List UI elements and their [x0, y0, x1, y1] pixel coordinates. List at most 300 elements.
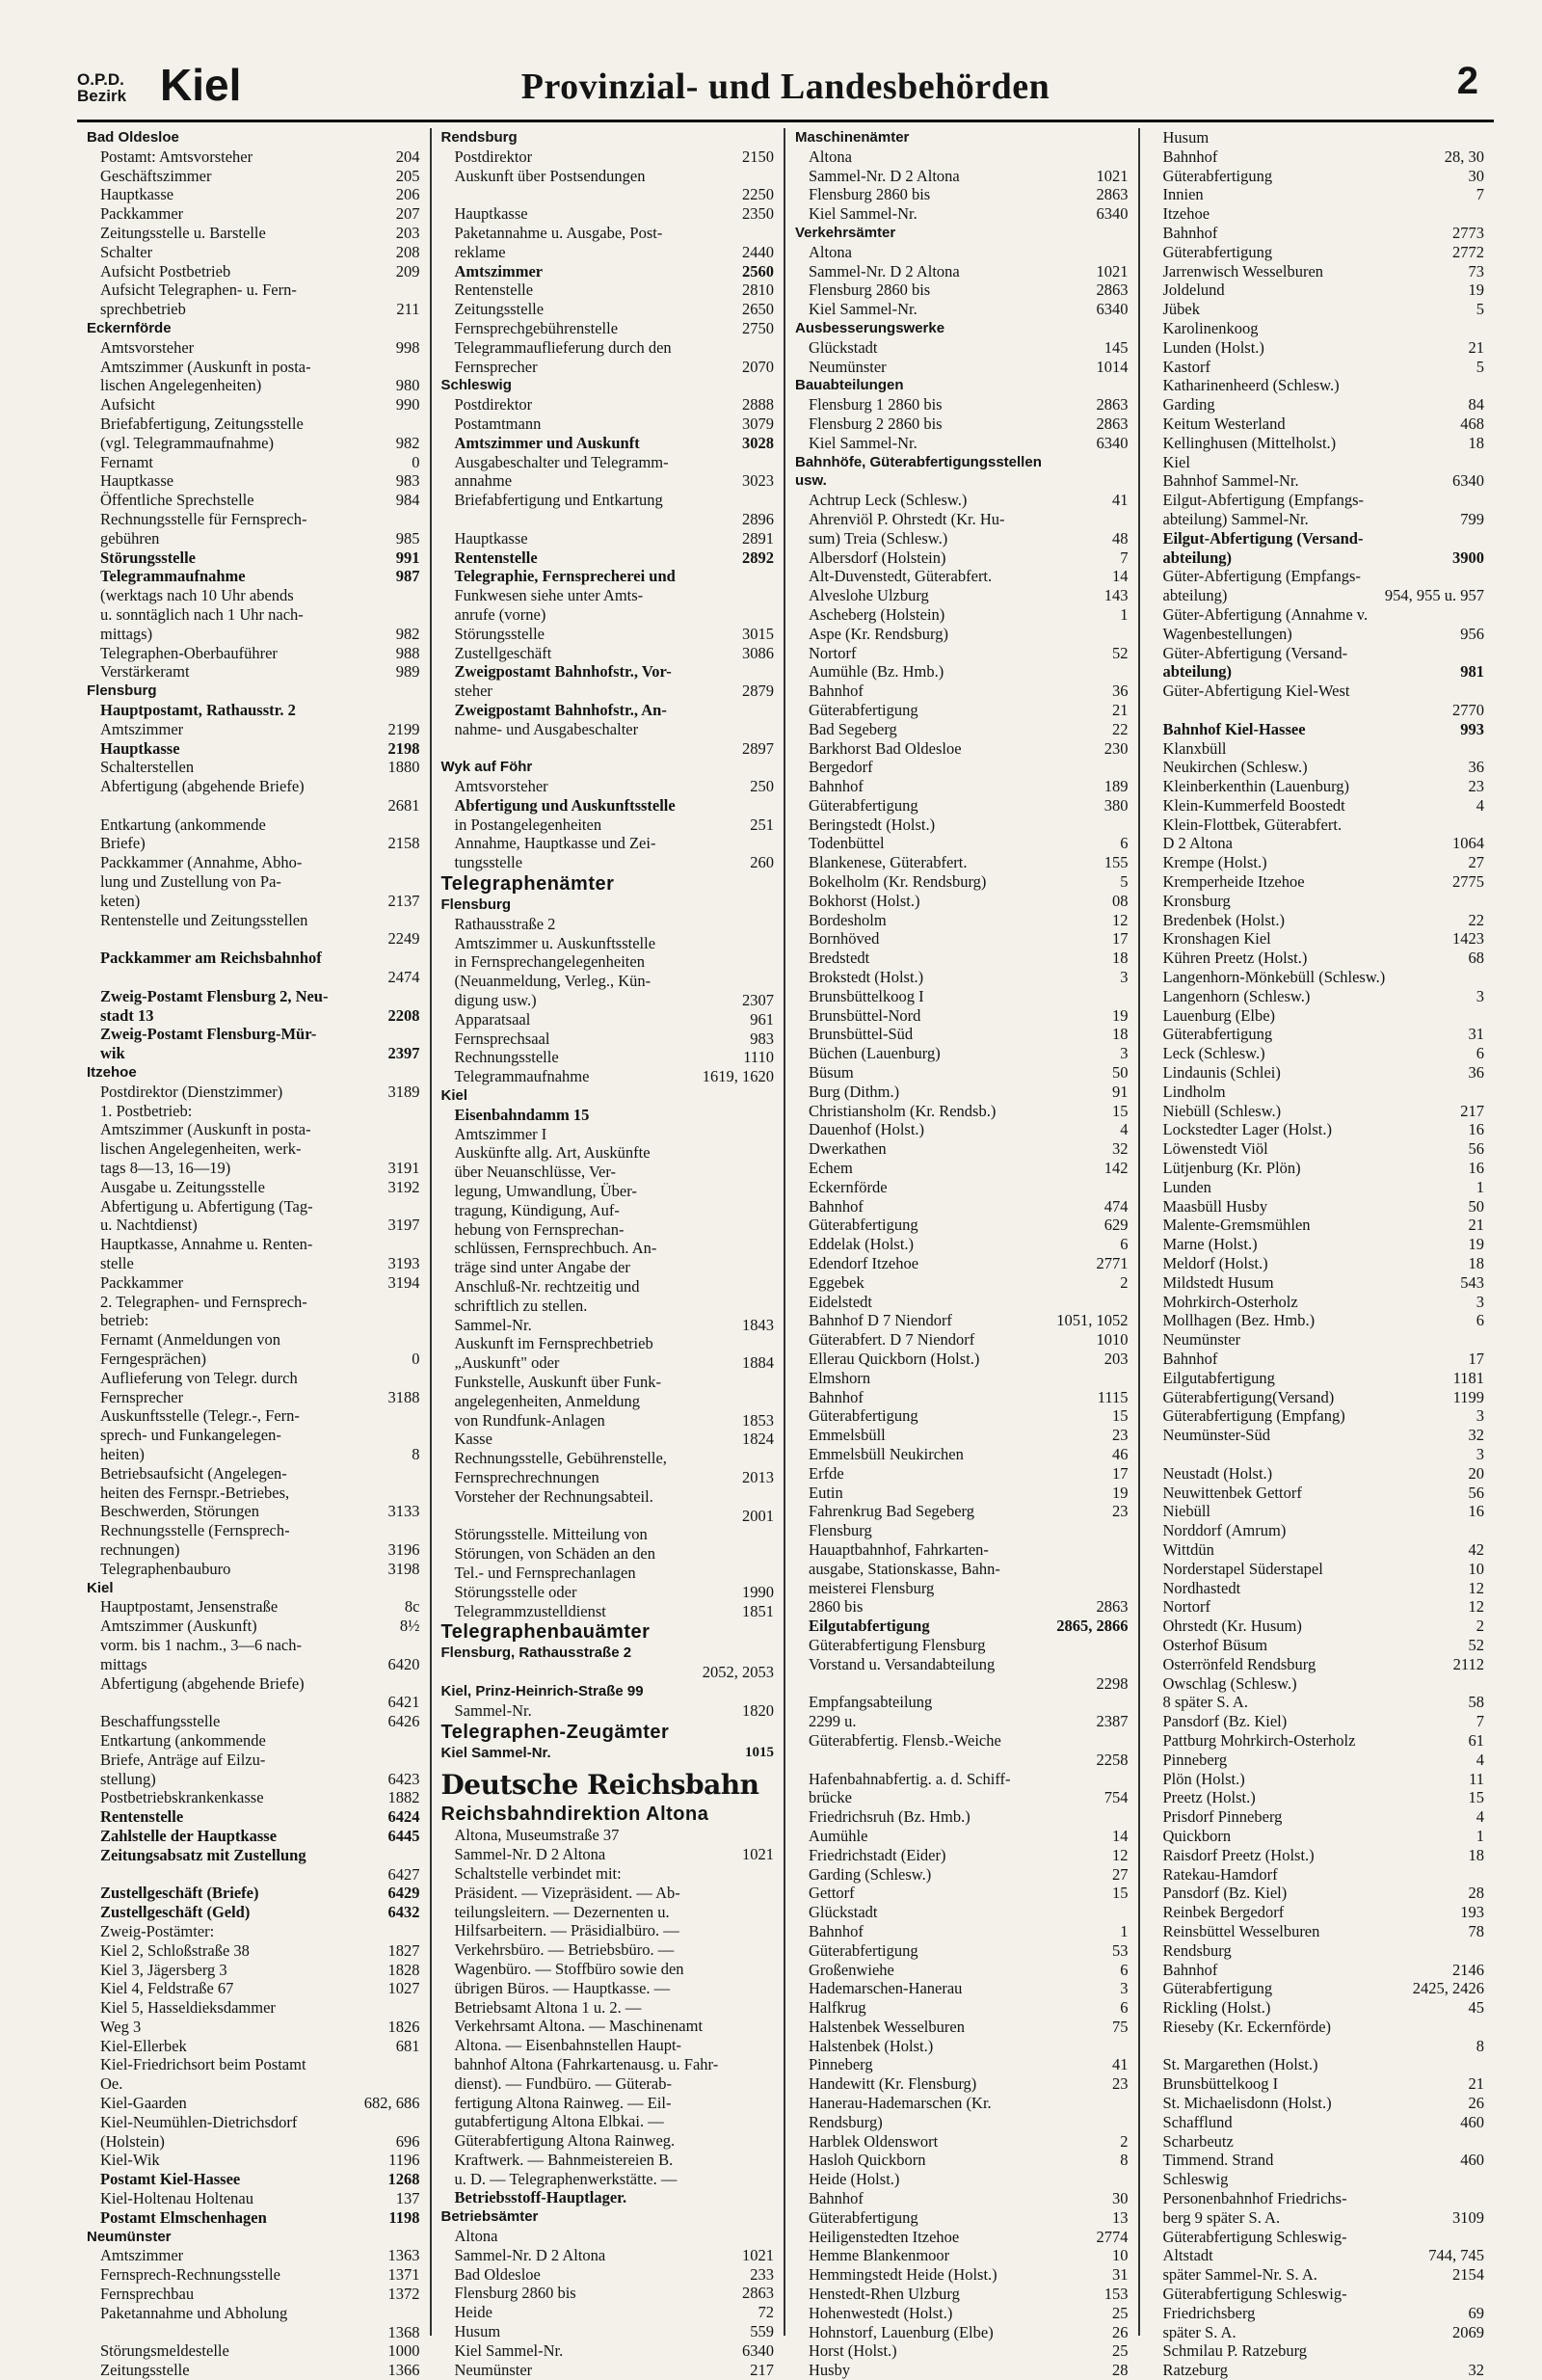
directory-entry: [441, 853, 775, 872]
directory-entry: [1150, 1693, 1485, 1712]
directory-entry: [87, 262, 420, 281]
entry-number: 14: [1112, 1826, 1129, 1845]
entry-number: 23: [1468, 777, 1484, 796]
entry-number: 72: [758, 2303, 774, 2322]
directory-entry: [1150, 1846, 1485, 1865]
directory-entry: [441, 1067, 775, 1086]
directory-entry: [87, 1579, 420, 1598]
directory-entry: [441, 1682, 775, 1701]
entry-number: 6427: [387, 1864, 420, 1884]
directory-entry: [1150, 1388, 1485, 1407]
entry-number: 6: [1476, 1311, 1484, 1330]
directory-entry: [1150, 1044, 1485, 1063]
entry-text: heiten des Fernspr.-Betriebes,: [100, 1483, 290, 1502]
entry-number: 8: [1476, 2036, 1484, 2055]
directory-entry: [1150, 2132, 1485, 2152]
directory-entry: [441, 1125, 775, 1144]
entry-number: 1423: [1452, 929, 1484, 949]
directory-entry: [795, 1293, 1129, 1312]
entry-number: 3189: [387, 1082, 420, 1101]
entry-text: Eisenbahndamm 15: [454, 1105, 590, 1124]
directory-entry: [1150, 1961, 1485, 1980]
entry-number: 2775: [1452, 872, 1484, 892]
entry-number: 1: [1120, 604, 1129, 624]
directory-entry: [1150, 929, 1485, 949]
entry-number: 2771: [1096, 1254, 1129, 1273]
entry-number: 2052, 2053: [702, 1663, 774, 1682]
entry-number: 26: [1468, 2094, 1484, 2113]
entry-text: Kiel Sammel-Nr.: [809, 204, 917, 224]
directory-entry: [441, 2036, 775, 2055]
entry-number: 1: [1120, 1921, 1129, 1940]
directory-entry: [87, 2246, 420, 2265]
entry-text: Dauenhof (Holst.): [809, 1120, 925, 1139]
entry-text: Öffentliche Sprechstelle: [100, 491, 254, 510]
entry-text: Eilgutabfertigung: [809, 1617, 930, 1636]
directory-entry: [441, 358, 775, 377]
entry-text: Ratzeburg: [1162, 2361, 1229, 2380]
directory-entry: [441, 586, 775, 605]
entry-number: 19: [1112, 1483, 1129, 1502]
entry-number: 3: [1476, 986, 1484, 1005]
directory-entry: [795, 1998, 1129, 2018]
entry-text: Nordhastedt: [1162, 1578, 1241, 1597]
entry-text: Wittdün: [1162, 1539, 1214, 1559]
entry-number: 1619, 1620: [702, 1067, 774, 1086]
entry-text: Bahnhof: [1162, 147, 1218, 166]
directory-entry: [1150, 434, 1485, 453]
directory-entry: [441, 896, 775, 915]
entry-text: Störungen, von Schäden an den: [454, 1544, 655, 1564]
directory-entry: [441, 605, 775, 625]
directory-entry: [441, 185, 775, 204]
entry-text: Scharbeutz: [1162, 2131, 1234, 2151]
entry-number: 6340: [1096, 300, 1129, 319]
directory-entry: [87, 453, 420, 472]
entry-text: Zustellgeschäft: [454, 643, 552, 662]
entry-number: 2350: [742, 204, 774, 224]
directory-entry: [441, 872, 775, 896]
entry-text: mittags): [100, 624, 153, 643]
entry-text: Kiel 2, Schloßstraße 38: [100, 1940, 250, 1960]
entry-text: Todenbüttel: [809, 834, 885, 853]
entry-number: 2879: [742, 682, 774, 701]
directory-entry: [87, 167, 420, 186]
entry-text: Bredenbek (Holst.): [1162, 910, 1285, 929]
directory-entry: [1150, 300, 1485, 319]
entry-text: Ausbesserungswerke: [795, 319, 945, 336]
entry-text: Amtsvorsteher: [100, 337, 195, 357]
entry-number: 50: [1468, 1196, 1484, 1216]
entry-text: Kremperheide Itzehoe: [1162, 872, 1305, 892]
entry-number: 2896: [742, 509, 774, 528]
directory-entry: [441, 2227, 775, 2246]
directory-entry: [795, 1102, 1129, 1121]
directory-entry: [1150, 2113, 1485, 2132]
entry-text: Garding (Schlesw.): [809, 1864, 932, 1884]
directory-entry: [795, 949, 1129, 968]
entry-number: 543: [1460, 1272, 1484, 1292]
directory-entry: [1150, 1464, 1485, 1484]
entry-text: Altona: [809, 242, 852, 261]
directory-entry: [441, 491, 775, 510]
entry-number: 75: [1112, 2017, 1129, 2036]
directory-entry: [441, 739, 775, 759]
entry-text: Güterabfertigung Schleswig-: [1162, 2285, 1347, 2304]
directory-entry: [87, 2018, 420, 2037]
column-1: [77, 128, 432, 2380]
column-3: [785, 128, 1140, 2380]
directory-entry: [87, 853, 420, 872]
entry-number: 30: [1112, 2189, 1129, 2208]
directory-entry: [795, 1807, 1129, 1827]
directory-entry: [87, 1025, 420, 1044]
entry-number: 1014: [1096, 357, 1129, 376]
directory-entry: [441, 1721, 775, 1744]
entry-text: Kraftwerk. — Bahnmeistereien B.: [454, 2150, 674, 2169]
entry-number: 217: [750, 2360, 774, 2379]
entry-text: Güterabfert. D 7 Niendorf: [809, 1330, 975, 1350]
directory-entry: [795, 1406, 1129, 1426]
directory-entry: [441, 2341, 775, 2361]
entry-text: Altona, Museumstraße 37: [454, 1826, 620, 1845]
directory-entry: [87, 2074, 420, 2094]
entry-text: Husum: [454, 2322, 501, 2341]
entry-number: 6445: [387, 1826, 420, 1845]
directory-entry: [1150, 1273, 1485, 1293]
entry-number: 2440: [742, 242, 774, 261]
entry-number: 28: [1112, 2361, 1129, 2380]
entry-number: 11: [1469, 1769, 1484, 1788]
district-city: Kiel: [160, 60, 242, 110]
entry-number: 2863: [1096, 395, 1129, 414]
directory-entry: [441, 1392, 775, 1411]
entry-text: Bad Oldesloe: [454, 2264, 541, 2284]
entry-text: Albersdorf (Holstein): [809, 548, 946, 567]
directory-entry: [441, 952, 775, 972]
directory-entry: [1150, 1293, 1485, 1312]
directory-entry: [441, 147, 775, 167]
directory-entry: [87, 872, 420, 892]
directory-entry: [1150, 2304, 1485, 2323]
entry-number: 1021: [742, 2245, 774, 2264]
entry-text: Blankenese, Güterabfert.: [809, 853, 968, 872]
entry-text: Keitum Westerland: [1162, 414, 1286, 433]
entry-number: 41: [1112, 491, 1129, 510]
entry-number: 23: [1112, 1502, 1129, 1521]
entry-text: stellung): [100, 1769, 156, 1788]
directory-entry: [795, 1827, 1129, 1846]
entry-text: St. Michaelisdonn (Holst.): [1162, 2094, 1332, 2113]
directory-entry: [1150, 1903, 1485, 1922]
entry-text: Kastorf: [1162, 357, 1210, 376]
opd-label: O.P.D.: [77, 70, 124, 89]
directory-entry: [795, 1006, 1129, 1026]
entry-text: Joldelund: [1162, 281, 1225, 300]
entry-text: (vgl. Telegrammaufnahme): [100, 433, 274, 452]
entry-text: Sammel-Nr. D 2 Altona: [809, 166, 960, 185]
directory-entry: [795, 300, 1129, 319]
entry-text: Packkammer: [100, 1272, 184, 1292]
directory-entry: [1150, 1770, 1485, 1789]
entry-text: abteilung): [1162, 586, 1228, 605]
directory-entry: [87, 1006, 420, 1026]
entry-text: Telegraphenbauämter: [440, 1621, 651, 1644]
entry-text: [809, 1674, 1091, 1694]
entry-number: 1853: [742, 1410, 774, 1430]
directory-entry: [1150, 204, 1485, 224]
entry-text: sum) Treia (Schlesw.): [809, 528, 948, 548]
entry-text: keten): [100, 891, 141, 910]
entry-text: abteilung) Sammel-Nr.: [1162, 509, 1309, 528]
entry-text: Bad Segeberg: [809, 719, 897, 738]
entry-text: Fernsprech-Rechnungsstelle: [100, 2265, 280, 2285]
entry-text: „Auskunft" oder: [454, 1353, 560, 1373]
entry-text: Altona: [809, 147, 852, 166]
entry-text: Bahnhof: [1162, 1960, 1218, 1979]
entry-text: Bahnhof: [1162, 1350, 1218, 1368]
entry-text: schlüssen, Fernsprechbuch. An-: [454, 1239, 657, 1258]
entry-text: Hafenbahnabfertig. a. d. Schiff-: [809, 1769, 1011, 1788]
entry-text: Flensburg 2860 bis: [809, 185, 931, 204]
directory-entry: [87, 1388, 420, 1407]
entry-text: Schalter: [100, 242, 153, 261]
entry-text: Zustellgeschäft (Briefe): [100, 1884, 259, 1903]
directory-entry: [441, 2246, 775, 2265]
entry-text: Innien: [1162, 185, 1204, 204]
entry-text: Flensburg: [809, 1521, 872, 1540]
entry-number: 1990: [742, 1582, 774, 1601]
entry-text: Amtszimmer: [100, 2246, 184, 2265]
directory-entry: [441, 2017, 775, 2036]
entry-text: Eilgut-Abfertigung (Versand-: [1162, 528, 1364, 548]
directory-entry: [441, 1768, 775, 1803]
entry-text: sprechbetrieb: [100, 300, 186, 319]
entry-text: Ausgabeschalter und Telegramm-: [454, 452, 669, 471]
entry-text: Telegrammaufnahme: [100, 567, 246, 586]
entry-text: betrieb:: [100, 1311, 149, 1330]
entry-number: 2199: [387, 719, 420, 738]
bezirk-label: Bezirk: [77, 87, 127, 105]
entry-number: 4: [1120, 1120, 1129, 1139]
directory-entry: [795, 892, 1129, 911]
entry-text: (Neuanmeldung, Verleg., Kün-: [454, 972, 651, 991]
entry-number: 2258: [1096, 1750, 1129, 1769]
entry-text: Empfangsabteilung: [809, 1693, 933, 1712]
entry-text: Kasse: [454, 1430, 492, 1449]
entry-number: 30: [1468, 166, 1484, 185]
directory-entry: [1150, 892, 1485, 911]
directory-entry: [795, 1083, 1129, 1102]
entry-number: 1021: [742, 1845, 774, 1864]
directory-entry: [87, 2285, 420, 2304]
entry-number: 682, 686: [363, 2094, 420, 2113]
entry-text: Eidelstedt: [809, 1292, 872, 1311]
entry-text: Lindholm: [1162, 1082, 1226, 1101]
directory-entry: [795, 2055, 1129, 2074]
entry-number: 460: [1460, 2151, 1484, 2170]
entry-text: Langenhorn (Schlesw.): [1162, 986, 1311, 1005]
entry-number: 2770: [1452, 700, 1484, 719]
directory-entry: [441, 662, 775, 682]
entry-text: Kiel-Ellerbek: [100, 2036, 187, 2055]
directory-entry: [795, 662, 1129, 682]
entry-number: 19: [1112, 1005, 1129, 1025]
entry-text: Raisdorf Preetz (Holst.): [1162, 1845, 1315, 1864]
directory-entry: [1150, 491, 1485, 510]
entry-text: Reichsbahndirektion Altona: [440, 1804, 709, 1826]
directory-entry: [441, 167, 775, 186]
entry-text: Güterabfertig. Flensb.-Weiche: [809, 1730, 1001, 1750]
entry-number: 3191: [387, 1159, 420, 1178]
entry-number: 233: [750, 2264, 774, 2284]
entry-number: 20: [1468, 1463, 1484, 1483]
directory-entry: [795, 471, 1129, 491]
entry-text: Rieseby (Kr. Eckernförde): [1162, 2017, 1332, 2036]
directory-entry: [795, 796, 1129, 816]
directory-entry: [795, 682, 1129, 701]
entry-text: Neumünster: [809, 357, 887, 376]
entry-text: Briefe): [100, 834, 146, 853]
entry-text: Mildstedt Husum: [1162, 1272, 1274, 1292]
entry-text: Packkammer am Reichsbahnhof: [100, 949, 322, 968]
entry-text: rechnungen): [100, 1539, 180, 1559]
entry-number: 1827: [387, 1940, 420, 1960]
entry-text: Kleinberkenthin (Lauenburg): [1162, 777, 1350, 796]
entry-text: Langenhorn-Mönkebüll (Schlesw.): [1162, 968, 1386, 987]
directory-entry: [441, 319, 775, 338]
entry-text: Niebüll: [1162, 1502, 1210, 1521]
entry-number: 36: [1468, 758, 1484, 777]
entry-text: Hohnstorf, Lauenburg (Elbe): [809, 2322, 994, 2341]
entry-number: 982: [395, 624, 420, 643]
directory-entry: [1150, 376, 1485, 395]
directory-entry: [87, 1293, 420, 1312]
directory-entry: [87, 1903, 420, 1922]
directory-entry: [87, 338, 420, 358]
directory-entry: [795, 414, 1129, 434]
entry-text: Ellerau Quickborn (Holst.): [809, 1350, 980, 1368]
directory-entry: [1150, 2323, 1485, 2342]
entry-number: 52: [1468, 1635, 1484, 1654]
entry-text: Preetz (Holst.): [1162, 1788, 1256, 1807]
entry-number: 205: [395, 166, 420, 185]
entry-number: 1110: [743, 1048, 774, 1067]
directory-entry: [795, 1712, 1129, 1731]
entry-text: Eutin: [809, 1483, 843, 1502]
entry-text: Deutsche Reichsbahn: [440, 1769, 759, 1802]
directory-entry: [441, 1316, 775, 1335]
entry-text: Friedrichsruh (Bz. Hmb.): [809, 1807, 970, 1827]
directory-entry: [441, 1507, 775, 1526]
directory-entry: [1150, 834, 1485, 853]
directory-entry: [1150, 1102, 1485, 1121]
entry-text: Güterabfertigung: [809, 795, 918, 815]
directory-entry: [441, 1864, 775, 1884]
directory-entry: [1150, 1120, 1485, 1139]
entry-number: 7: [1476, 185, 1484, 204]
directory-entry: [87, 1865, 420, 1885]
entry-number: 3: [1120, 1979, 1129, 1998]
directory-entry: [1150, 1560, 1485, 1579]
directory-entry: [87, 1674, 420, 1694]
directory-entry: [441, 2361, 775, 2380]
entry-number: 2069: [1452, 2322, 1484, 2341]
entry-text: Eggebek: [809, 1272, 864, 1292]
directory-entry: [1150, 548, 1485, 568]
entry-text: Nortorf: [809, 643, 857, 662]
entry-text: Postamt Elmschenhagen: [100, 2207, 267, 2227]
entry-number: 1828: [387, 1960, 420, 1979]
entry-text: Flensburg 2860 bis: [454, 2284, 576, 2303]
entry-number: 7: [1120, 548, 1129, 567]
entry-text: Eddelak (Holst.): [809, 1235, 915, 1254]
directory-entry: [87, 777, 420, 796]
entry-text: Wyk auf Föhr: [440, 759, 533, 776]
directory-entry: [1150, 2208, 1485, 2228]
entry-text: Löwenstedt Viöl: [1162, 1139, 1268, 1159]
entry-text: Zweig-Postämter:: [100, 1921, 215, 1940]
entry-number: 3193: [387, 1254, 420, 1273]
directory-entry: [795, 281, 1129, 300]
entry-text: Glückstadt: [809, 337, 878, 357]
directory-entry: [795, 586, 1129, 605]
directory-entry: [441, 682, 775, 701]
entry-number: 21: [1468, 2074, 1484, 2094]
directory-entry: [795, 1273, 1129, 1293]
entry-text: Weg 3: [100, 2017, 142, 2036]
directory-entry: [795, 1502, 1129, 1521]
directory-entry: [795, 911, 1129, 930]
entry-text: Heide: [454, 2303, 492, 2322]
directory-entry: [441, 2322, 775, 2341]
directory-entry: [795, 701, 1129, 720]
directory-entry: [795, 2113, 1129, 2132]
directory-entry: [87, 1751, 420, 1770]
entry-text: Güter-Abfertigung (Empfangs-: [1162, 567, 1361, 586]
directory-entry: [795, 167, 1129, 186]
entry-text: Owschlag (Schlesw.): [1162, 1673, 1297, 1693]
entry-number: 50: [1112, 1063, 1129, 1083]
entry-text: Alt-Duvenstedt, Güterabfert.: [809, 567, 993, 586]
entry-text: Eilgut-Abfertigung (Empfangs-: [1162, 491, 1364, 510]
directory-entry: [1150, 2018, 1485, 2037]
entry-text: Telegraphen-Zeugämter: [440, 1721, 670, 1743]
entry-number: 48: [1112, 528, 1129, 548]
directory-entry: [1150, 662, 1485, 682]
entry-number: 8c: [404, 1597, 420, 1617]
directory-entry: [1150, 625, 1485, 644]
directory-entry: [87, 471, 420, 491]
directory-entry: [795, 2341, 1129, 2361]
entry-text: Apparatsaal: [454, 1009, 531, 1029]
directory-entry: [441, 2303, 775, 2322]
directory-entry: [87, 1560, 420, 1579]
entry-text: [100, 968, 383, 987]
entry-text: Güterabfertigung: [809, 1406, 918, 1426]
entry-text: gebühren: [100, 528, 160, 548]
entry-number: 42: [1468, 1539, 1484, 1559]
entry-number: 6426: [387, 1712, 420, 1731]
entry-text: Kühren Preetz (Holst.): [1162, 949, 1308, 968]
entry-text: Vorsteher der Rechnungsabteil.: [454, 1486, 653, 1506]
entry-number: 3133: [387, 1502, 420, 1521]
entry-number: 15: [1112, 1406, 1129, 1426]
directory-entry: [795, 2132, 1129, 2152]
entry-text: Postdirektor: [454, 147, 533, 166]
entry-text: Abfertigung und Auskunftsstelle: [454, 795, 676, 815]
directory-entry: [1150, 949, 1485, 968]
